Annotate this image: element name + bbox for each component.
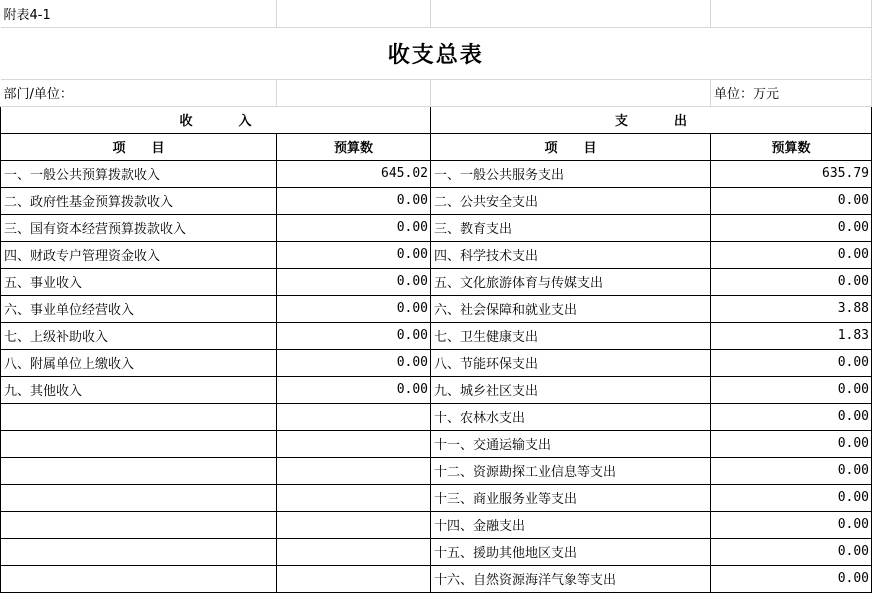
income-item-cell[interactable]: 六、事业单位经营收入 xyxy=(1,295,277,322)
table-row xyxy=(1,187,872,214)
table-row xyxy=(1,214,872,241)
income-item-cell[interactable]: 四、财政专户管理资金收入 xyxy=(1,241,277,268)
expense-item-cell[interactable]: 十二、资源勘探工业信息等支出 xyxy=(431,457,711,484)
expense-item-cell[interactable]: 十五、援助其他地区支出 xyxy=(431,538,711,565)
table-row xyxy=(1,511,872,538)
table-row xyxy=(1,322,872,349)
table-row xyxy=(1,565,872,592)
income-value-cell[interactable]: 0.00 xyxy=(277,241,431,268)
income-group-header[interactable]: 收入 xyxy=(1,106,431,133)
expense-value-cell[interactable]: 0.00 xyxy=(711,214,872,241)
income-item-cell[interactable] xyxy=(1,538,277,565)
cell[interactable] xyxy=(711,0,872,27)
income-item-cell[interactable] xyxy=(1,511,277,538)
expense-item-cell[interactable]: 十、农林水支出 xyxy=(431,403,711,430)
expense-item-cell[interactable]: 十六、自然资源海洋气象等支出 xyxy=(431,565,711,592)
group-header-row xyxy=(1,106,872,133)
expense-value-cell[interactable]: 0.00 xyxy=(711,403,872,430)
income-item-cell[interactable] xyxy=(1,403,277,430)
expense-value-cell[interactable]: 3.88 xyxy=(711,295,872,322)
dept-row xyxy=(1,79,872,106)
expense-item-header[interactable]: 项目 xyxy=(431,133,711,160)
column-header-row xyxy=(1,133,872,160)
expense-item-cell[interactable]: 六、社会保障和就业支出 xyxy=(431,295,711,322)
income-item-cell[interactable]: 三、国有资本经营预算拨款收入 xyxy=(1,214,277,241)
income-value-cell[interactable] xyxy=(277,484,431,511)
income-value-cell[interactable] xyxy=(277,538,431,565)
expense-group-header[interactable]: 支出 xyxy=(431,106,872,133)
expense-value-cell[interactable]: 0.00 xyxy=(711,457,872,484)
cell[interactable] xyxy=(431,0,711,27)
page-title[interactable]: 收支总表 xyxy=(1,27,872,79)
table-row xyxy=(1,295,872,322)
income-value-cell[interactable] xyxy=(277,511,431,538)
income-value-cell[interactable]: 0.00 xyxy=(277,322,431,349)
income-value-cell[interactable]: 0.00 xyxy=(277,349,431,376)
expense-value-cell[interactable]: 635.79 xyxy=(711,160,872,187)
table-row xyxy=(1,349,872,376)
expense-item-cell[interactable]: 五、文化旅游体育与传媒支出 xyxy=(431,268,711,295)
income-value-cell[interactable] xyxy=(277,457,431,484)
title-row xyxy=(1,27,872,79)
income-item-cell[interactable]: 二、政府性基金预算拨款收入 xyxy=(1,187,277,214)
income-value-cell[interactable]: 0.00 xyxy=(277,187,431,214)
expense-value-cell[interactable]: 0.00 xyxy=(711,430,872,457)
income-item-cell[interactable]: 九、其他收入 xyxy=(1,376,277,403)
income-item-cell[interactable] xyxy=(1,430,277,457)
expense-item-cell[interactable]: 一、一般公共服务支出 xyxy=(431,160,711,187)
expense-item-cell[interactable]: 七、卫生健康支出 xyxy=(431,322,711,349)
expense-value-cell[interactable]: 1.83 xyxy=(711,322,872,349)
expense-item-cell[interactable]: 十四、金融支出 xyxy=(431,511,711,538)
income-item-cell[interactable]: 七、上级补助收入 xyxy=(1,322,277,349)
income-item-header[interactable]: 项目 xyxy=(1,133,277,160)
income-value-cell[interactable]: 0.00 xyxy=(277,268,431,295)
income-value-cell[interactable] xyxy=(277,403,431,430)
income-value-cell[interactable]: 645.02 xyxy=(277,160,431,187)
expense-value-cell[interactable]: 0.00 xyxy=(711,538,872,565)
expense-value-cell[interactable]: 0.00 xyxy=(711,511,872,538)
attachment-label[interactable]: 附表4-1 xyxy=(1,0,277,27)
income-item-cell[interactable]: 一、一般公共预算拨款收入 xyxy=(1,160,277,187)
dept-label[interactable]: 部门/单位： xyxy=(1,79,277,106)
expense-value-cell[interactable]: 0.00 xyxy=(711,484,872,511)
table-row xyxy=(1,403,872,430)
table-row xyxy=(1,484,872,511)
cell[interactable] xyxy=(431,79,711,106)
expense-value-cell[interactable]: 0.00 xyxy=(711,268,872,295)
expense-item-cell[interactable]: 四、科学技术支出 xyxy=(431,241,711,268)
income-item-cell[interactable]: 五、事业收入 xyxy=(1,268,277,295)
expense-value-cell[interactable]: 0.00 xyxy=(711,376,872,403)
income-value-cell[interactable] xyxy=(277,430,431,457)
expense-budget-header[interactable]: 预算数 xyxy=(711,133,872,160)
table-row xyxy=(1,268,872,295)
income-item-cell[interactable] xyxy=(1,457,277,484)
table-row xyxy=(1,538,872,565)
income-value-cell[interactable] xyxy=(277,565,431,592)
income-item-cell[interactable] xyxy=(1,484,277,511)
cell[interactable] xyxy=(277,79,431,106)
expense-item-cell[interactable]: 九、城乡社区支出 xyxy=(431,376,711,403)
expense-value-cell[interactable]: 0.00 xyxy=(711,565,872,592)
expense-value-cell[interactable]: 0.00 xyxy=(711,349,872,376)
expense-item-cell[interactable]: 十一、交通运输支出 xyxy=(431,430,711,457)
income-item-cell[interactable]: 八、附属单位上缴收入 xyxy=(1,349,277,376)
expense-item-cell[interactable]: 二、公共安全支出 xyxy=(431,187,711,214)
income-value-cell[interactable]: 0.00 xyxy=(277,214,431,241)
table-row xyxy=(1,376,872,403)
income-item-cell[interactable] xyxy=(1,565,277,592)
unit-label[interactable]: 单位：万元 xyxy=(711,79,872,106)
expense-item-cell[interactable]: 十三、商业服务业等支出 xyxy=(431,484,711,511)
income-value-cell[interactable]: 0.00 xyxy=(277,295,431,322)
expense-value-cell[interactable]: 0.00 xyxy=(711,241,872,268)
table-row xyxy=(1,241,872,268)
table-row xyxy=(1,160,872,187)
expense-item-cell[interactable]: 八、节能环保支出 xyxy=(431,349,711,376)
income-budget-header[interactable]: 预算数 xyxy=(277,133,431,160)
expense-item-cell[interactable]: 三、教育支出 xyxy=(431,214,711,241)
table-row xyxy=(1,430,872,457)
expense-value-cell[interactable]: 0.00 xyxy=(711,187,872,214)
attachment-row xyxy=(1,0,872,27)
table-row xyxy=(1,457,872,484)
cell[interactable] xyxy=(277,0,431,27)
income-value-cell[interactable]: 0.00 xyxy=(277,376,431,403)
